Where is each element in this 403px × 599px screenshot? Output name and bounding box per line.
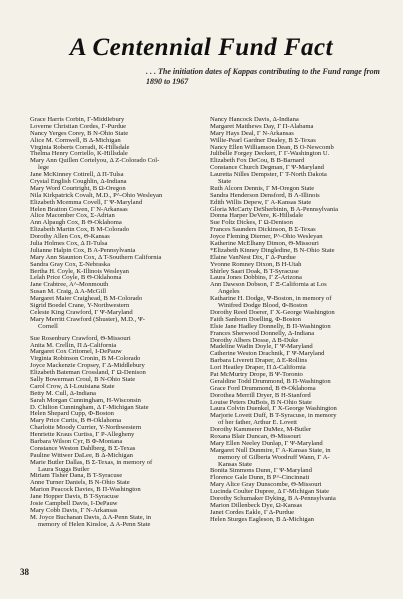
contributor-entry: Geraldine Todd Drummond, B Π-Washington xyxy=(210,377,331,385)
contributor-entry: Bonita Simmons Dunn, Γ Ψ-Maryland xyxy=(210,467,312,475)
contributor-entry: Marion Dillenbeck Dye, Ω-Kansas xyxy=(210,501,303,509)
contributor-entry: Elsie Jane Hadley Donnelly, B Π-Washington xyxy=(210,322,331,330)
contributor-entry: Jane McKinney Cottrell, Δ Π-Tulsa xyxy=(30,171,124,179)
contributor-entry: Kansas State xyxy=(218,460,252,468)
contributor-entry: Anita M. Crellin, Π Δ-California xyxy=(30,341,117,349)
contributor-entry: Ruth Alcorn Dennis, Γ M-Oregon State xyxy=(210,184,315,192)
contributor-entry: lege xyxy=(38,164,49,172)
contributor-entry: Joyce Mackenzie Cropsey, Γ Δ-Middlebury xyxy=(30,362,145,370)
contributor-entry: Mary Alice Gray Dunscombe, Θ-Missouri xyxy=(210,481,322,489)
contributor-entry: Elizabeth Bateman Crossland, Γ Ω-Denison xyxy=(30,369,146,377)
contributor-entry: Alice Macomber Cox, Σ-Adrian xyxy=(30,212,115,220)
contributor-entry: Ann Dawson Dobson, Γ Ξ-California at Los xyxy=(210,281,327,289)
contributor-entry: Helen Shepard Cupp, Φ-Boston xyxy=(30,410,114,418)
contributor-entry: Frances Sherwood Donnelly, Δ-Indiana xyxy=(210,329,315,337)
contributor-entry: Mary Ellen Neeley Dunlap, Γ Ψ-Maryland xyxy=(210,439,323,447)
contributor-entry: Florence Gale Dunn, B P^-Cincinnati xyxy=(210,474,310,482)
contributor-entry: Sarah Morgan Cunningham, H-Wisconsin xyxy=(30,396,141,404)
contributor-entry: M. Joyce Buchanan Davis, Δ Λ-Penn State, in xyxy=(30,513,152,521)
contributor-entry: Faith Sanborn Doelling, Φ-Boston xyxy=(210,315,301,323)
contributor-entry: Nila Kirkpatrick Covalt, M.D., P^-Ohio Wesleyan xyxy=(30,191,163,199)
contributor-entry: Lori Heatley Draper, Π Δ-California xyxy=(210,364,306,372)
contributor-entry: Betty M. Cull, Δ-Indiana xyxy=(30,389,96,397)
contributor-entry: Lelah Price Coyle, B Θ-Oklahoma xyxy=(30,274,122,282)
contributor-entry: Henriette Kraus Curtiss, Γ P-Allegheny xyxy=(30,431,135,439)
contributor-entry: Grace Ford Drummond, B Θ-Oklahoma xyxy=(210,384,316,392)
contributor-entry: Elizabeth Mcemma Covell, Γ Ψ-Maryland xyxy=(30,198,143,206)
contributor-entry: Catherine Weston Drachnik, Γ Ψ-Maryland xyxy=(210,350,325,358)
contributor-entry: Gloria McCarty DeSherbinin, B A-Pennsylvania xyxy=(210,205,339,213)
contributor-entry: Dorothy Kammerer DuMez, M-Butler xyxy=(210,426,312,434)
contributor-entry: Winifred Dodge Blood, Φ-Boston xyxy=(218,302,308,310)
contributor-entry: Margaret Cox Critomel, I-DePauw xyxy=(30,348,122,356)
contributor-entry: Thelma Henry Corriello, K-Hillsdale xyxy=(30,150,128,158)
contributor-entry: Lucinda Coulter Dupree, Δ Γ-Michigan State xyxy=(210,488,330,496)
contributor-entry: Charlotte Moody Currier, Υ-Northwestern xyxy=(30,424,142,432)
contributor-entry: Bertha H. Coyle, K-Illinois Wesleyan xyxy=(30,267,129,275)
contributor-entry: Miriam Tisher Dana, B T-Syracuse xyxy=(30,472,123,480)
contributor-entry: Mary Hays Deal, Γ N-Arkansas xyxy=(210,129,294,137)
contributor-entry: Marjorie Lovett Duff, B T-Syracuse, in memory xyxy=(210,412,337,420)
contributor-entry: Constance Weston Dahlberg, B Σ-Texas xyxy=(30,444,136,452)
contributor-entry: Laura Jones Dobbins, Γ Z-Arizona xyxy=(210,274,302,282)
contributor-entry: Mary Ann Quillen Cortelyou, Δ Z-Colorado Col- xyxy=(30,157,160,165)
contributor-entry: Elizabeth Martin Cox, B M-Colorado xyxy=(30,226,130,234)
contributor-entry: Sally Bowerman Croul, B N-Ohio State xyxy=(30,375,136,383)
right-column xyxy=(210,117,396,524)
contributor-entry: Julianne Halpin Cox, B A-Pennsylvania xyxy=(30,246,136,254)
contributor-entry: Dorothy Allen Cox, Θ-Kansas xyxy=(30,233,110,241)
contributor-entry: D. Chilton Cunningham, Δ Γ-Michigan State xyxy=(30,403,149,411)
contributor-entry: Yvonne Romney Dixon, B H-Utah xyxy=(210,260,302,268)
contributor-entry: Shirley Saari Doak, B T-Syracuse xyxy=(210,267,299,275)
page-number: 38 xyxy=(20,567,29,577)
contributor-entry: Pat McMurtry Drope, B Ψ-Toronto xyxy=(210,370,303,378)
contributor-entry: Frances Saunders Dickinson, B Σ-Texas xyxy=(210,226,316,234)
contributor-entry: Roxana Blair Duncan, Θ-Missouri xyxy=(210,432,301,440)
contributor-entry: Celeste King Crawford, Γ Ψ-Maryland xyxy=(30,308,133,316)
contributor-entry: Donna Harper DeVere, K-Hillsdale xyxy=(210,212,304,220)
contributor-entry: Laura Suggs Butler xyxy=(38,465,90,473)
contributor-entry: Constance Church Degman, Γ Ψ-Maryland xyxy=(210,164,324,172)
contributor-entry: Jane Crabtree, A^-Monmouth xyxy=(30,281,109,289)
contributor-entry: Julibelle Forgey Deckert, Γ Γ-Washington U. xyxy=(210,150,330,158)
contributor-entry: of her father, Arthur E. Lovett xyxy=(218,419,298,427)
contributor-entry: Nancy Ellen Williamson Dean, B O-Newcomb xyxy=(210,143,334,151)
contributor-entry: Mary Ann Staunton Cox, Δ T-Southern California xyxy=(30,253,162,261)
contributor-entry: *Elizabeth Kinney Dingledine, B N-Ohio State xyxy=(210,246,335,254)
contributor-entry: Barbara Wilson Cyr, B Φ-Montana xyxy=(30,437,123,445)
left-column xyxy=(30,117,216,529)
page-title: A Centennial Fund Fact xyxy=(69,34,334,61)
contributor-entry: Louise Peters DuBois, B N-Ohio State xyxy=(210,398,312,406)
contributor-entry: Marie Butler Dallas, B Σ-Texas, in memory of xyxy=(30,458,153,466)
contributor-entry: Virginia Robinson Cronin, B M-Colorado xyxy=(30,355,141,363)
contributor-entry: memory of Gilberta Woodruff Wann, Γ A- xyxy=(218,453,330,461)
contributor-entry: Dorothy Schumaker Dyking, B A-Pennsylvania xyxy=(210,494,336,502)
contributor-entry: Susan M. Craig, Δ A-McGill xyxy=(30,288,107,296)
contributor-entry: Anne Turner Daniels, B N-Ohio State xyxy=(30,479,130,487)
contributor-entry: Katharine H. Dodge, Ψ-Boston, in memory of xyxy=(210,295,332,303)
contributor-entry: Willie-Pearl Gardner Dealey, B Σ-Texas xyxy=(210,136,316,144)
contributor-entry: Ann Alpaugh Cox, B Θ-Oklahoma xyxy=(30,219,122,227)
contributor-entry: Mary Word Courtright, B Ω-Oregon xyxy=(30,184,126,192)
contributor-entry: Sigrid Boedel Crane, Υ-Northwestern xyxy=(30,302,130,310)
contributor-entry: Grace Harris Corbin, Γ-Middlebury xyxy=(30,117,125,123)
contributor-entry: Margaret Null Dunmire, Γ A-Kansas State, in xyxy=(210,446,331,454)
contributor-entry: Elizabeth Fox DeCou, B B-Barnard xyxy=(210,157,305,165)
contributor-entry: Nancy Yerges Corey, B N-Ohio State xyxy=(30,129,129,137)
contributor-entry: Nancy Hancock Davis, Δ-Indiana xyxy=(210,117,299,123)
contributor-entry: Edith Willis Depew, Γ A-Kansas State xyxy=(210,198,312,206)
contributor-entry: Mary Merritt Crawford (Shuster), M.D., Ψ- xyxy=(30,315,145,323)
page-subtitle: . . . The initiation dates of Kappas contributing to the Fund range from 1890 to 1967 xyxy=(146,67,380,86)
contributor-entry: memory of Helen Kinsloe, Δ A-Penn State xyxy=(38,520,151,528)
contributor-entry: Alice M. Cornwell, B Δ-Michigan xyxy=(30,136,121,144)
contributor-entry: Crystal English Coughlin, Δ-Indiana xyxy=(30,178,127,186)
contributor-entry: Dorothy Albers Dosse, Δ B-Duke xyxy=(210,336,299,344)
contributor-entry: Margaret Matthews Day, Γ Π-Alabama xyxy=(210,122,314,130)
contributor-entry: Janet Cordes Eakle, Γ Δ-Purdue xyxy=(210,508,295,516)
contributor-entry: Sandra Henderson Densford, B Λ-Illinois xyxy=(210,191,320,199)
contributor-entry: Julia Holmes Cox, Δ Π-Tulsa xyxy=(30,240,108,248)
contributor-entry: Lauretta Nilles Dempster, Γ T-North Dakota xyxy=(210,171,327,179)
contributor-entry: Margaret Maier Craighead, B M-Colorado xyxy=(30,295,143,303)
contributor-entry: Sandra Gray Cox, Σ-Nebraska xyxy=(30,260,111,268)
contributor-entry: State xyxy=(218,178,232,186)
contributor-entry: Mary Price Curtis, B Θ-Oklahoma xyxy=(30,417,122,425)
contributor-entry: Sue Foltz Dickes, Γ Ω-Denison xyxy=(210,219,293,227)
contributor-entry: Josie Campbell Davis, I-DePauw xyxy=(30,499,118,507)
contributor-entry: Pauline Wittwer DaLee, B Δ-Michigan xyxy=(30,451,133,459)
contributor-entry: Marion Peacock Davies, B Π-Washington xyxy=(30,486,141,494)
contributor-entry: Mary Cobb Davis, Γ N-Arkansas xyxy=(30,506,118,514)
contributor-entry: Loverne Christian Cordes, Γ-Purdue xyxy=(30,122,127,130)
contributor-entry: Elaine VanNest Dix, Γ Δ-Purdue xyxy=(210,253,296,261)
contributor-entry: Katherine McElhany Dimon, Θ-Missouri xyxy=(210,240,319,248)
contributor-entry: Joyce Fleming Dierner, P^-Ohio Wesleyan xyxy=(210,233,323,241)
contributor-entry: Laura Colvin Duenkel, Γ X-George Washington xyxy=(210,405,337,413)
contributor-entry: Helen Sturges Eagleson, B Δ-Michigan xyxy=(210,515,314,523)
contributor-entry: Madeline Wadin Doyle, Γ Ψ-Maryland xyxy=(210,343,313,351)
contributor-entry: Angeles xyxy=(218,288,240,296)
contributor-entry: Helen Bratton Cowen, Γ N-Arkansas xyxy=(30,205,128,213)
contributor-entry: Cornell xyxy=(38,322,58,330)
contributor-entry: Jane Hopper Davis, B T-Syracuse xyxy=(30,493,119,501)
contributor-entry: Sue Rosenbury Crawford, Θ-Missouri xyxy=(30,334,131,342)
contributor-entry: Virginia Roberts Corradi, K-Hillsdale xyxy=(30,143,130,151)
contributor-entry: Carol Crow, Δ I-Louisiana State xyxy=(30,382,115,390)
contributor-entry: Dorothy Reed Doerer, Γ X-George Washington xyxy=(210,308,335,316)
contributor-entry: Barbara Liverett Draper, Δ E-Rollins xyxy=(210,357,308,365)
contributor-entry: Dorothea Merrill Dryer, B H-Stanford xyxy=(210,391,311,399)
